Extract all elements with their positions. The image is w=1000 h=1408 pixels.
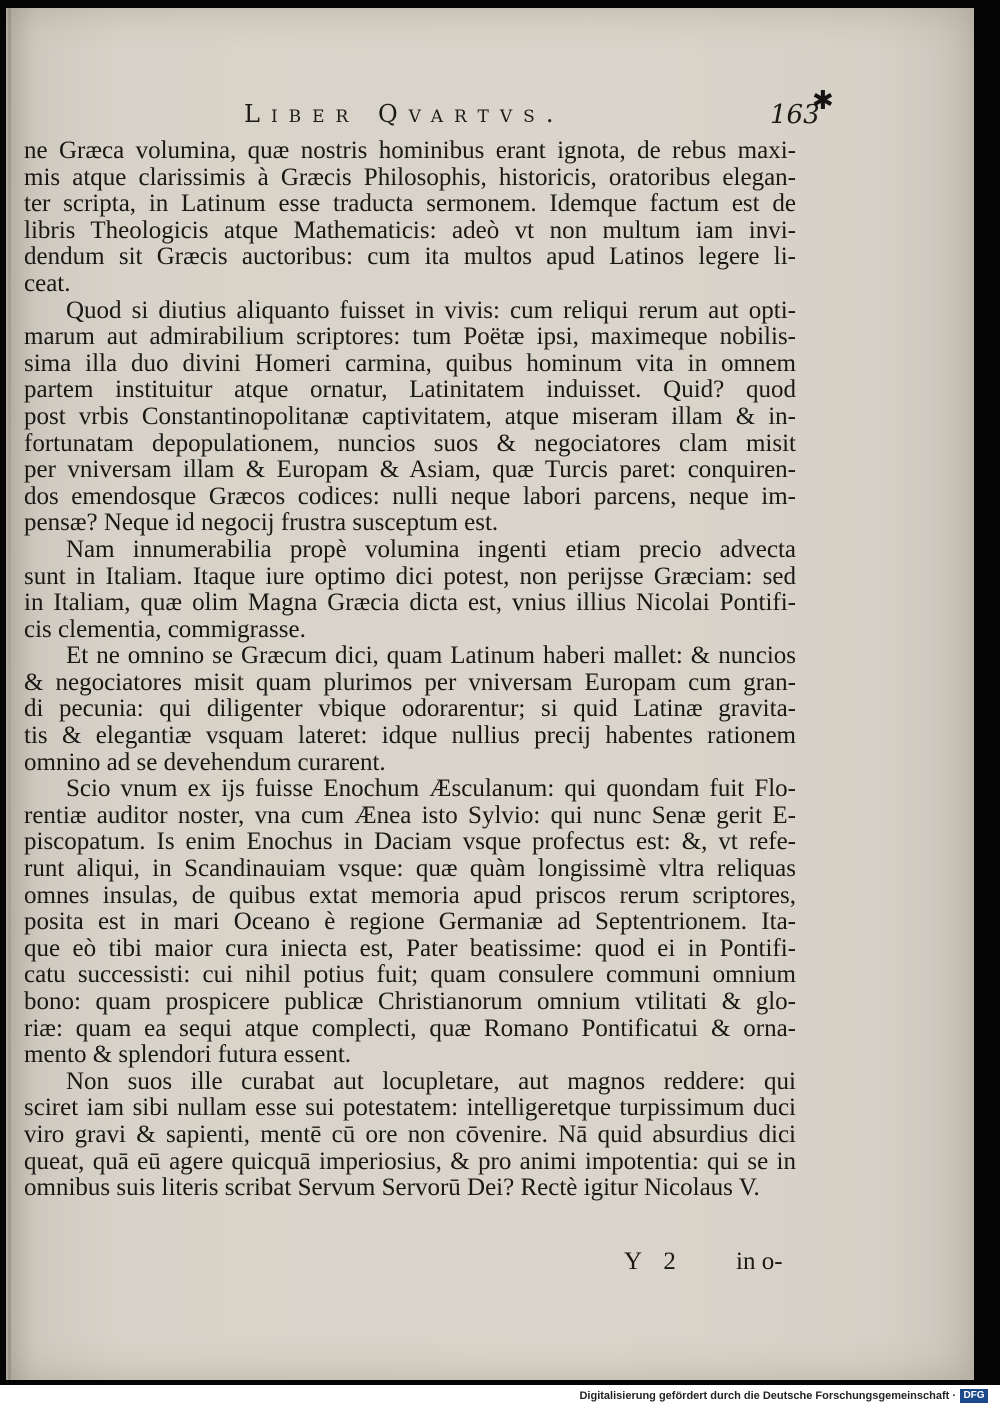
text-line: Nam innumerabilia propè volumina ingenti etiam precio advecta [66,535,796,563]
book-page [6,8,974,1380]
text-line: in Italiam, quæ olim Magna Græcia dicta est, vnius illius Nicolai Pontifi- [24,589,796,617]
paragraph [24,537,796,643]
text-line: catu successisti: cui nihil potius fuit; quam consulere communi omnium [24,961,796,989]
running-head [6,86,974,134]
text-line: di pecunia: qui diligenter vbique odorarentur; si quid Latinæ gravita- [24,695,796,723]
text-line: ne Græca volumina, quæ nostris hominibus erant ignota, de rebus maxi- [24,137,796,164]
text-line: Non suos ille curabat aut locupletare, aut magnos reddere: qui [66,1067,796,1095]
text-line: ceat. [24,269,71,297]
paragraph [24,776,796,1069]
text-line: piscopatum. Is enim Enochus in Daciam vsque profectus est: &, vt refe- [24,828,796,856]
text-line: sima illa duo divini Homeri carmina, quibus hominum vita in omnem [24,349,796,377]
asterisk-icon: ✱ [812,86,834,116]
text-line: riæ: quam ea sequi atque complecti, quæ Romano Pontificatui & orna- [24,1014,796,1042]
text-line: fortunatam depopulationem, nuncios suos & negociatores clam misit [24,429,796,457]
text-line: mento & splendori futura essent. [24,1041,352,1069]
text-line: posita est in mari Oceano è regione Germaniæ ad Septentrionem. Ita- [24,908,796,936]
dfg-logo: DFG [960,1389,988,1403]
text-line: que eò tibi maior cura iniecta est, Pater beatissime: quod ei in Pontifi- [24,934,796,962]
digitization-credit-bar [0,1385,1000,1408]
gutter-shadow [8,8,11,1380]
text-line: sunt in Italiam. Itaque iure optimo dici potest, non perijsse Græciam: sed [24,562,796,590]
paragraph [24,298,796,537]
text-line: marum aut admirabilium scriptores: tum Poëtæ ipsi, maximeque nobilis- [24,323,796,351]
text-line: rentiæ auditor noster, vna cum Ænea isto Sylvio: qui nunc Senæ gerit E- [24,801,796,829]
running-title: Liber Qvartvs. [244,100,565,128]
text-line: pensæ? Neque id negocij frustra susceptum est. [24,509,499,537]
text-line: dos emendosque Græcos codices: nulli neque labori parcens, neque im- [24,482,796,510]
text-line: ter scripta, in Latinum esse traducta sermonem. Idemque factum est de [24,190,796,218]
text-line: dendum sit Græcis auctoribus: cum ita multos apud Latinos legere li- [24,243,796,271]
text-line: cis clementia, commigrasse. [24,615,306,643]
text-line: omnibus suis literis scribat Servum Servorū Dei? Rectè igitur Nicolaus V. [24,1174,760,1202]
text-line: post vrbis Constantinopolitanæ captivitatem, atque miseram illam & in- [24,402,796,430]
paragraph [24,138,796,298]
paragraph [24,643,796,776]
text-line: Quod si diutius aliquanto fuisset in vivis: cum reliqui rerum aut opti- [66,296,796,324]
text-line: sciret iam sibi nullam esse sui potestatem: intelligeretque turpissimum duci [24,1094,796,1122]
text-line: queat, quā eū agere quicquā imperiosius, & pro animi impotentia: qui se in [24,1147,796,1175]
body-text [24,138,796,1202]
text-line: mis atque clarissimis à Græcis Philosophis, historicis, oratoribus elegan- [24,163,796,191]
credit-text: Digitalisierung gefördert durch die Deutsche Forschungsgemeinschaft · [579,1390,956,1402]
paragraph [24,1069,796,1202]
text-line: Et ne omnino se Græcum dici, quam Latinum haberi mallet: & nuncios [66,642,796,670]
text-line: bono: quam prospicere publicæ Christianorum omnium vtilitati & glo- [24,988,796,1015]
signature-mark: Y 2 [624,1248,684,1275]
text-line: tis & elegantiæ vsquam lateret: idque nullius precij habentes rationem [24,722,796,750]
text-line: partem instituitur atque ornatur, Latinitatem induisset. Quid? quod [24,376,796,404]
text-line: omnino ad se devehendum curarent. [24,748,386,776]
catchword: in o- [736,1248,783,1275]
text-line: runt aliqui, in Scandinauiam vsque: quæ quàm longissimè vltra reliquas [24,855,796,883]
text-line: Scio vnum ex ijs fuisse Enochum Æsculanum: qui quondam fuit Flo- [66,775,796,803]
page-number: 163 [770,100,820,130]
text-line: libris Theologicis atque Mathematicis: adeò vt non multum iam invi- [24,216,796,244]
page-footer [24,1248,796,1278]
text-line: omnes insulas, de quibus extat memoria apud priscos rerum scriptores, [24,881,796,909]
text-line: viro gravi & sapienti, mentē cū ore non cōvenire. Nā quid absurdius dici [24,1120,796,1148]
text-line: per vniversam illam & Europam & Asiam, quæ Turcis paret: conquiren- [24,456,796,484]
text-line: & negociatores misit quam plurimos per vniversam Europam cum gran- [24,668,796,696]
